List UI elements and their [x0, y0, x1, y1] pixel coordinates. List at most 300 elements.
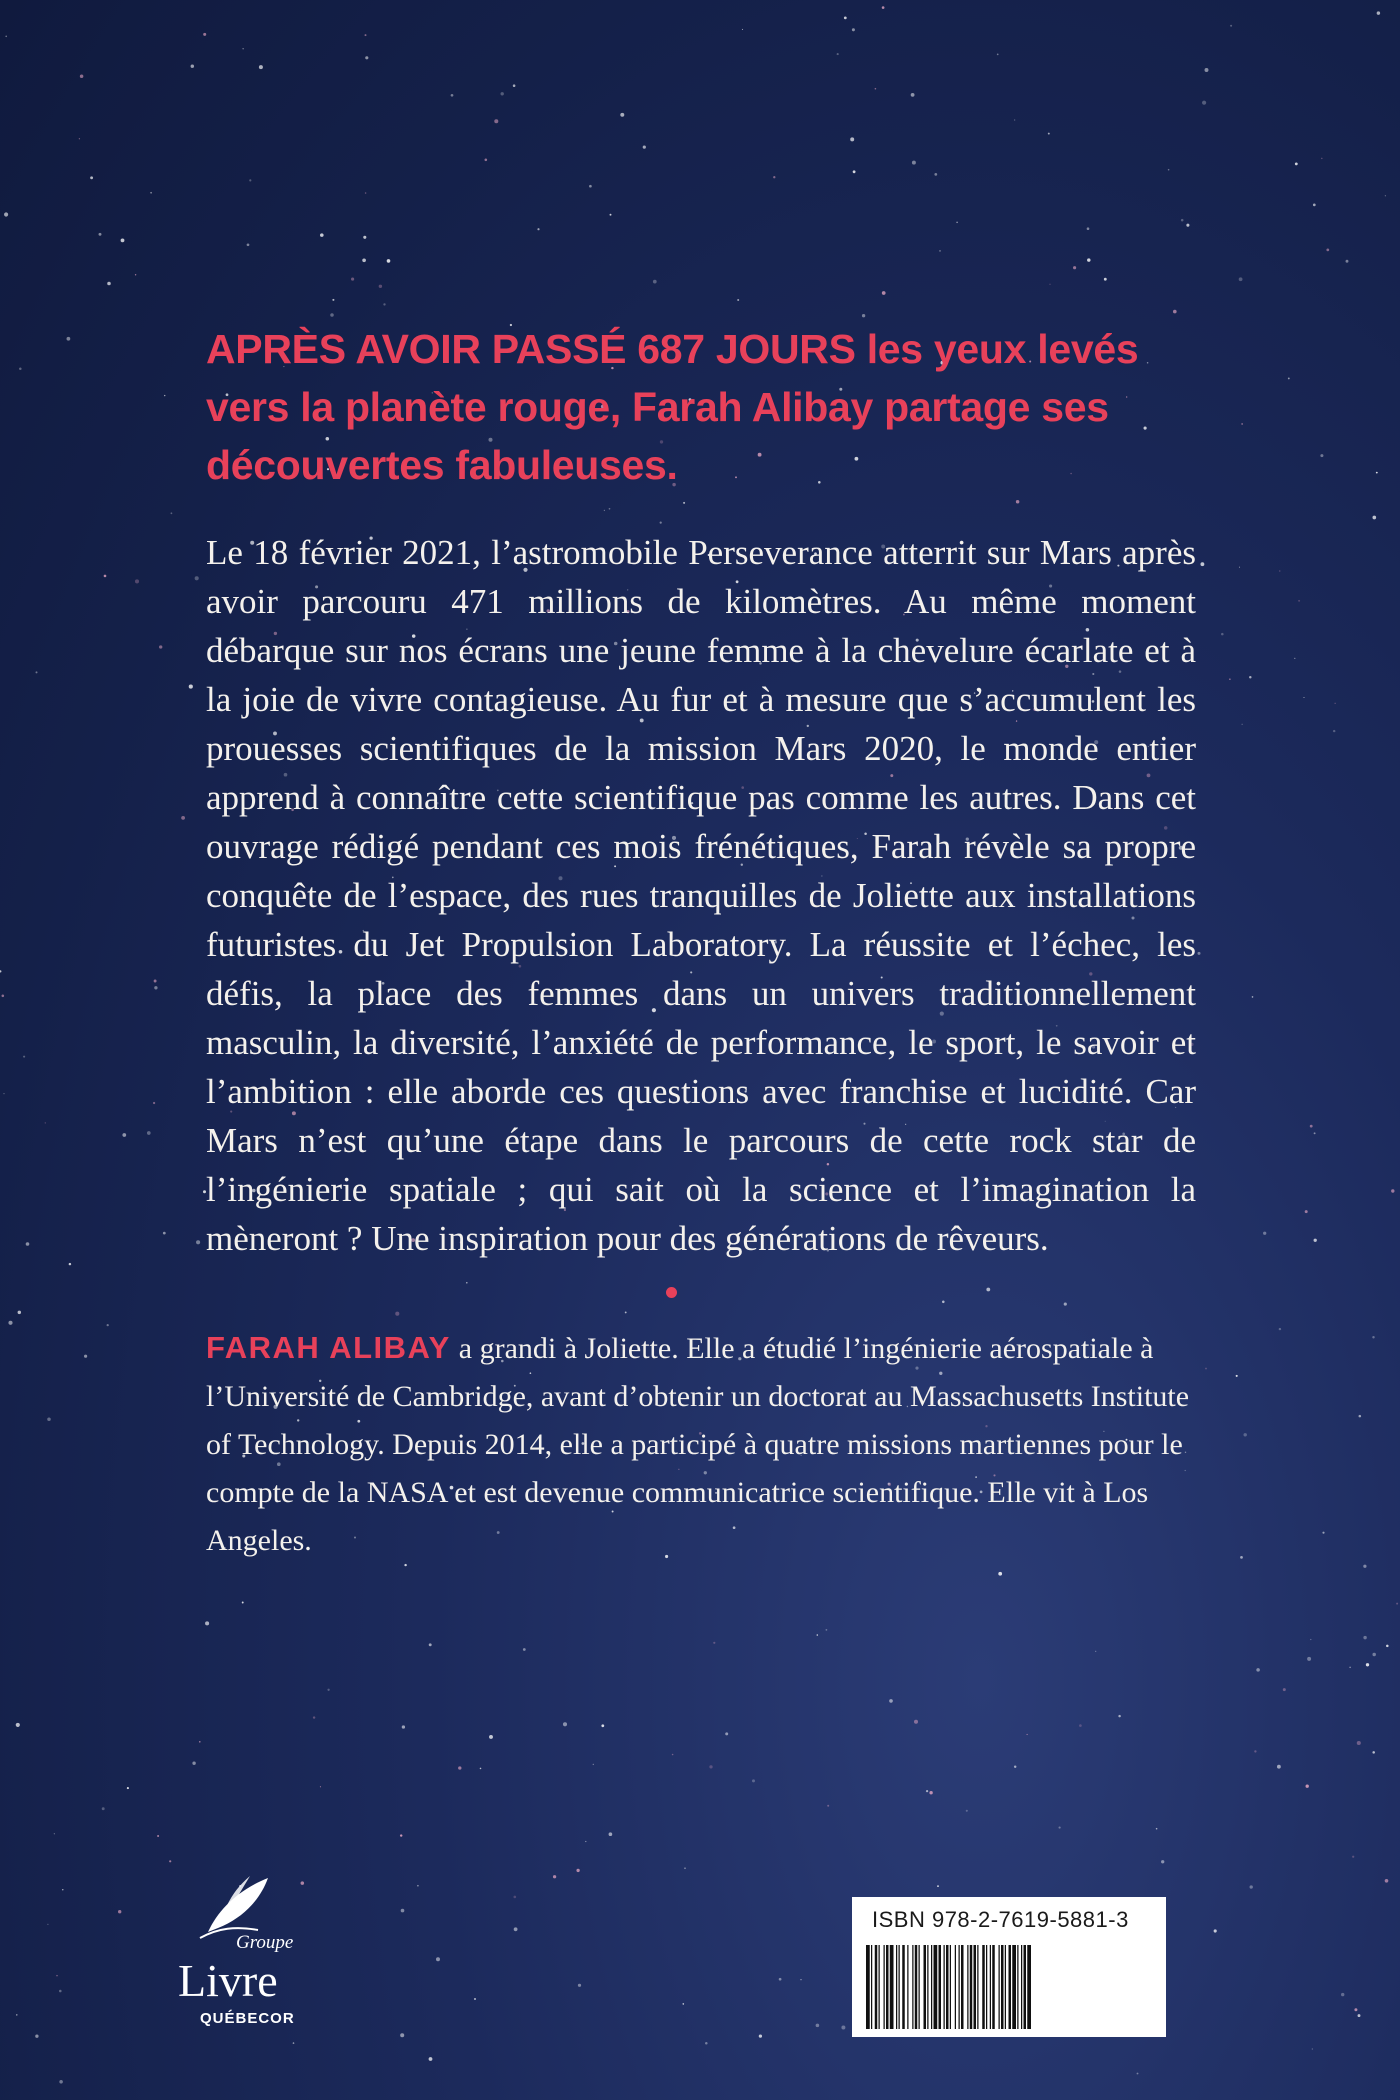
leaf-icon — [198, 1870, 278, 1940]
star — [451, 94, 454, 97]
back-cover-text — [206, 320, 1196, 1565]
star — [56, 1975, 58, 1977]
star — [1354, 2008, 1357, 2011]
star — [249, 179, 251, 181]
star — [67, 337, 71, 341]
star — [171, 512, 173, 514]
star — [327, 1689, 329, 1691]
star — [1095, 1651, 1096, 1652]
star — [882, 6, 885, 9]
star — [1314, 1132, 1316, 1134]
star — [320, 233, 324, 237]
star — [852, 28, 855, 31]
star — [1298, 600, 1300, 602]
star — [643, 146, 646, 149]
star — [610, 214, 612, 216]
star — [513, 84, 516, 87]
star — [99, 233, 102, 236]
star — [122, 1133, 126, 1137]
barcode-bar — [924, 1945, 927, 2029]
star — [4, 212, 8, 216]
barcode-bar — [875, 1945, 878, 2029]
star — [911, 93, 915, 97]
star — [365, 34, 367, 36]
star — [1048, 133, 1050, 135]
star — [1229, 679, 1230, 680]
star — [1310, 1125, 1313, 1128]
star — [998, 1572, 1002, 1576]
star — [1014, 1765, 1016, 1767]
star — [400, 1834, 402, 1836]
star — [841, 2026, 845, 2030]
star — [1161, 1860, 1164, 1863]
star — [127, 1787, 129, 1789]
star — [247, 243, 250, 246]
star — [429, 2057, 433, 2061]
star — [102, 1807, 105, 1810]
star — [362, 258, 366, 262]
star — [1283, 1688, 1286, 1691]
star — [1279, 570, 1280, 571]
star — [1303, 697, 1304, 698]
star — [1156, 1828, 1158, 1830]
star — [672, 1754, 674, 1756]
barcode-bar — [912, 1945, 913, 2029]
star — [59, 2080, 63, 2084]
barcode-bar — [939, 1945, 942, 2029]
star — [601, 1724, 604, 1727]
barcode-bar — [871, 1945, 872, 2029]
star — [80, 74, 84, 78]
barcode-bar — [1005, 1945, 1006, 2029]
barcode-bar — [1024, 1945, 1027, 2029]
barcode-bar — [974, 1945, 977, 2029]
star — [154, 980, 157, 983]
star — [817, 1634, 819, 1636]
book-summary: Le 18 février 2021, l’astromobile Perseverance atterrit sur Mars après avoir parcouru 471 millions de kilomètres. Au même moment débarque sur nos écrans une jeune femme à la chevelure écarlate et à la joie de vivre contagieuse. Au fur et à mesure que s’accumulent les prouesses scientifiques de la mission Mars 2020, le monde entier apprend à connaître cette scientifique pas comme les autres. Dans cet ouvrage rédigé pendant ces mois frénétiques, Farah révèle sa propre conquête de l’espace, des rues tranquilles de Joliette aux installations futuristes du Jet Propulsion Laboratory. La réussite et l’échec, les défis, la place des femmes dans un univers traditionnellement masculin, la diversité, l’anxiété de performance, le sport, le savoir et l’ambition : elle aborde ces questions avec franchise et lucidité. Car Mars n’est qu’une étape dans le parcours de cette rock star de l’ingénierie spatiale ; qui sait où la science et l’imagination la mèneront ? Une inspiration pour des générations de rêveurs. — [206, 533, 1196, 1258]
barcode-bar — [961, 1945, 964, 2029]
star — [45, 1122, 46, 1123]
barcode-bar — [990, 1945, 991, 2029]
star — [937, 1885, 939, 1887]
star — [1320, 454, 1323, 457]
star — [1314, 1239, 1317, 1242]
star — [513, 1896, 516, 1899]
star — [135, 274, 136, 275]
star — [351, 278, 354, 281]
barcode-bar — [896, 1945, 897, 2029]
star — [1239, 567, 1240, 568]
star — [90, 176, 93, 179]
star — [163, 1232, 166, 1235]
star — [1279, 1328, 1281, 1330]
star — [827, 1805, 829, 1807]
star — [1214, 1929, 1217, 1932]
star — [1256, 1668, 1260, 1672]
barcode-bar — [879, 1945, 880, 2029]
star — [157, 1835, 159, 1837]
star — [1372, 1751, 1375, 1754]
star — [563, 1722, 567, 1726]
star — [293, 2042, 295, 2044]
star — [1321, 158, 1323, 160]
star — [850, 137, 854, 141]
star — [1305, 1210, 1308, 1213]
star — [1396, 1603, 1398, 1605]
star — [330, 313, 334, 317]
star — [1349, 1667, 1350, 1668]
star — [59, 1990, 62, 1993]
star — [1104, 278, 1107, 281]
star — [436, 1957, 440, 1961]
barcode-bar — [1012, 1945, 1016, 2029]
star — [189, 685, 193, 689]
star — [825, 1629, 827, 1631]
star — [1385, 1879, 1389, 1883]
star — [939, 250, 941, 252]
star — [54, 1833, 55, 1834]
barcode-bar — [890, 1945, 894, 2029]
star — [400, 2033, 404, 2037]
star — [104, 575, 107, 578]
star — [1079, 1724, 1082, 1727]
star — [593, 1764, 594, 1765]
star — [912, 161, 916, 165]
star — [889, 1699, 893, 1703]
star — [501, 92, 504, 95]
star — [1205, 68, 1209, 72]
barcode-bar — [970, 1945, 973, 2029]
star — [862, 314, 865, 317]
star — [1306, 1785, 1309, 1788]
star — [537, 228, 539, 230]
star — [159, 645, 162, 648]
star — [243, 48, 244, 49]
barcode-bar — [955, 1945, 956, 2029]
star — [107, 282, 111, 286]
star — [800, 1979, 801, 1980]
star — [1376, 472, 1378, 474]
star — [589, 185, 592, 188]
barcode-bar — [977, 1945, 978, 2029]
divider-dot — [666, 1287, 677, 1298]
star — [5, 36, 7, 38]
star — [1352, 1856, 1354, 1858]
barcode-bar — [927, 1945, 928, 2029]
barcode-bar — [982, 1945, 985, 2029]
star — [401, 1909, 405, 1913]
barcode-bar — [986, 1945, 987, 2029]
star — [47, 1417, 51, 1421]
star — [169, 1860, 171, 1862]
star — [1049, 284, 1050, 285]
star — [153, 1102, 155, 1104]
author-bio-text: a grandi à Joliette. Elle a étudié l’ingénierie aérospatiale à l’Université de Cambridge, avant d’obtenir un doctorat au Massachusetts Institute of Technology. Depuis 2014, elle a participé à quatre missions martiennes pour le compte de la NASA et est devenue communicatrice scientifique. Elle vit à Los Angeles. — [206, 1332, 1190, 1557]
barcode-bar — [967, 1945, 968, 2029]
author-name: FARAH ALIBAY — [206, 1330, 451, 1365]
star — [69, 1263, 71, 1265]
star — [773, 176, 775, 178]
star — [203, 33, 206, 36]
star — [199, 1741, 201, 1743]
star — [1335, 703, 1336, 704]
star — [79, 138, 80, 139]
star — [956, 222, 957, 223]
star — [1087, 258, 1090, 261]
publisher-logo — [168, 1870, 348, 2030]
star — [1221, 633, 1224, 636]
star — [1346, 260, 1349, 263]
tagline-rest: les yeux levés vers la planète rouge, Farah Alibay partage ses découvertes fabuleuses. — [206, 326, 1139, 488]
star — [578, 1984, 581, 1987]
star — [914, 1720, 918, 1724]
star — [1118, 1715, 1120, 1717]
star — [1295, 163, 1298, 166]
star — [837, 53, 839, 55]
isbn-barcode — [852, 1897, 1166, 2037]
star — [1243, 1433, 1246, 1436]
star — [682, 2003, 684, 2005]
star — [1241, 423, 1242, 424]
star — [365, 192, 367, 194]
star — [725, 1732, 728, 1735]
barcode-bar — [934, 1945, 938, 2029]
star — [118, 1910, 121, 1913]
star — [1173, 310, 1177, 314]
star — [383, 303, 385, 305]
star — [1359, 1415, 1362, 1418]
star — [84, 1355, 87, 1358]
star — [18, 1311, 21, 1314]
star — [1230, 25, 1232, 27]
star — [313, 1716, 315, 1718]
star — [1059, 1827, 1061, 1829]
star — [742, 29, 743, 30]
star — [1205, 1368, 1207, 1370]
star — [523, 1648, 526, 1651]
star — [1239, 277, 1243, 281]
star — [1249, 676, 1251, 678]
star — [609, 1832, 613, 1836]
star — [191, 64, 194, 67]
star — [1288, 377, 1290, 379]
star — [1168, 169, 1170, 171]
star — [1250, 1885, 1253, 1888]
star — [494, 119, 498, 123]
star — [23, 1056, 25, 1058]
star — [1357, 1741, 1361, 1745]
star — [62, 1889, 63, 1890]
star — [1326, 249, 1329, 252]
barcode-bar — [992, 1945, 995, 2029]
barcode-bar — [1009, 1945, 1012, 2029]
star — [1377, 11, 1380, 14]
star — [1341, 1993, 1344, 1996]
barcode-bar — [1001, 1945, 1004, 2029]
barcode-bar — [1017, 1945, 1018, 2029]
barcode-icon — [866, 1945, 1152, 2029]
star — [429, 1643, 432, 1646]
star — [929, 1791, 932, 1794]
star — [107, 1324, 109, 1326]
author-bio — [206, 1324, 1196, 1565]
star — [1181, 219, 1184, 222]
star — [816, 2024, 820, 2028]
star — [684, 1867, 686, 1869]
star — [147, 1131, 151, 1135]
star — [1027, 1734, 1028, 1735]
star — [150, 192, 152, 194]
barcode-bar — [884, 1945, 885, 2029]
star — [514, 1927, 518, 1931]
star — [1252, 996, 1254, 998]
star — [135, 579, 139, 583]
star — [121, 239, 125, 243]
star — [1372, 516, 1376, 520]
barcode-bar — [907, 1945, 908, 2029]
star — [752, 1779, 755, 1782]
star — [363, 236, 366, 239]
star — [26, 1242, 30, 1246]
star — [1236, 1375, 1238, 1377]
star — [47, 1924, 48, 1925]
star — [16, 1723, 20, 1727]
star — [997, 54, 999, 56]
star — [1358, 2014, 1361, 2017]
star — [19, 368, 22, 371]
star — [1385, 195, 1386, 196]
star — [779, 1978, 782, 1981]
logo-livre-text: Livre — [178, 1955, 278, 2006]
barcode-bar — [999, 1945, 1000, 2029]
isbn-text: ISBN 978-2-7619-5881-3 — [872, 1907, 1129, 1932]
star — [1310, 1639, 1311, 1640]
star — [1372, 1336, 1374, 1338]
barcode-bar — [919, 1945, 920, 2029]
star — [1386, 1645, 1389, 1648]
star — [0, 970, 1, 972]
star — [737, 299, 739, 301]
star — [242, 1602, 244, 1604]
star — [553, 1875, 556, 1878]
star — [1363, 1636, 1366, 1639]
barcode-bar — [866, 1945, 870, 2029]
star — [332, 299, 334, 301]
star — [485, 159, 488, 162]
star — [1312, 2048, 1313, 2049]
star — [1073, 266, 1076, 269]
star — [1333, 730, 1335, 732]
star — [489, 1735, 493, 1739]
star — [320, 1786, 321, 1787]
tagline — [206, 320, 1196, 494]
barcode-bar — [959, 1945, 960, 2029]
tagline-lead: APRÈS AVOIR PASSÉ 687 JOURS — [206, 326, 856, 372]
star — [2, 995, 5, 998]
star — [1197, 952, 1200, 955]
star — [759, 2034, 762, 2037]
star — [934, 173, 937, 176]
star — [966, 1810, 968, 1812]
star — [1363, 1565, 1366, 1568]
star — [365, 56, 368, 59]
star — [1263, 1232, 1266, 1235]
star — [1307, 1657, 1311, 1661]
barcode-bar — [946, 1945, 949, 2029]
star — [196, 1240, 200, 1244]
star — [16, 2014, 17, 2015]
star — [8, 1321, 12, 1325]
star — [1391, 1189, 1394, 1192]
star — [480, 1768, 482, 1770]
star — [853, 170, 856, 173]
logo-quebecor-text: QUÉBECOR — [200, 2010, 295, 2027]
barcode-bar — [1027, 1945, 1031, 2029]
barcode-bar — [950, 1945, 951, 2029]
star — [181, 816, 185, 820]
star — [576, 1869, 579, 1872]
star — [1366, 1663, 1369, 1666]
star — [1240, 1556, 1243, 1559]
star — [926, 1790, 928, 1792]
barcode-bar — [1021, 1945, 1022, 2029]
star — [1242, 724, 1243, 725]
star — [259, 65, 263, 69]
star — [195, 576, 199, 580]
star — [164, 395, 165, 396]
star — [3, 1093, 4, 1094]
star — [1186, 224, 1189, 227]
barcode-bar — [915, 1945, 918, 2029]
star — [713, 1642, 715, 1644]
barcode-bar — [944, 1945, 945, 2029]
star — [205, 1621, 209, 1625]
star — [705, 2042, 708, 2045]
star — [458, 1766, 461, 1769]
star — [1313, 204, 1316, 207]
star — [844, 17, 847, 20]
star — [1087, 227, 1090, 230]
barcode-bar — [931, 1945, 932, 2029]
star — [1372, 1653, 1375, 1656]
star — [882, 291, 886, 295]
star — [387, 259, 391, 263]
star — [1277, 1765, 1281, 1769]
star — [1254, 1750, 1256, 1752]
star — [620, 113, 624, 117]
star — [192, 1762, 195, 1765]
star — [36, 671, 38, 673]
star — [474, 1998, 476, 2000]
star — [1200, 562, 1204, 566]
star — [35, 2035, 38, 2038]
star — [875, 88, 877, 90]
star — [1322, 1532, 1324, 1534]
logo-groupe-text: Groupe — [236, 1932, 294, 1953]
star — [154, 986, 157, 989]
star — [1202, 101, 1206, 105]
star — [1014, 119, 1015, 120]
star — [417, 1885, 419, 1887]
star — [653, 280, 657, 284]
star — [1137, 2073, 1139, 2075]
star — [379, 285, 382, 288]
star — [709, 1765, 712, 1768]
star — [1294, 658, 1295, 659]
barcode-bar — [902, 1945, 905, 2029]
star — [585, 1841, 586, 1842]
star — [402, 1725, 405, 1728]
